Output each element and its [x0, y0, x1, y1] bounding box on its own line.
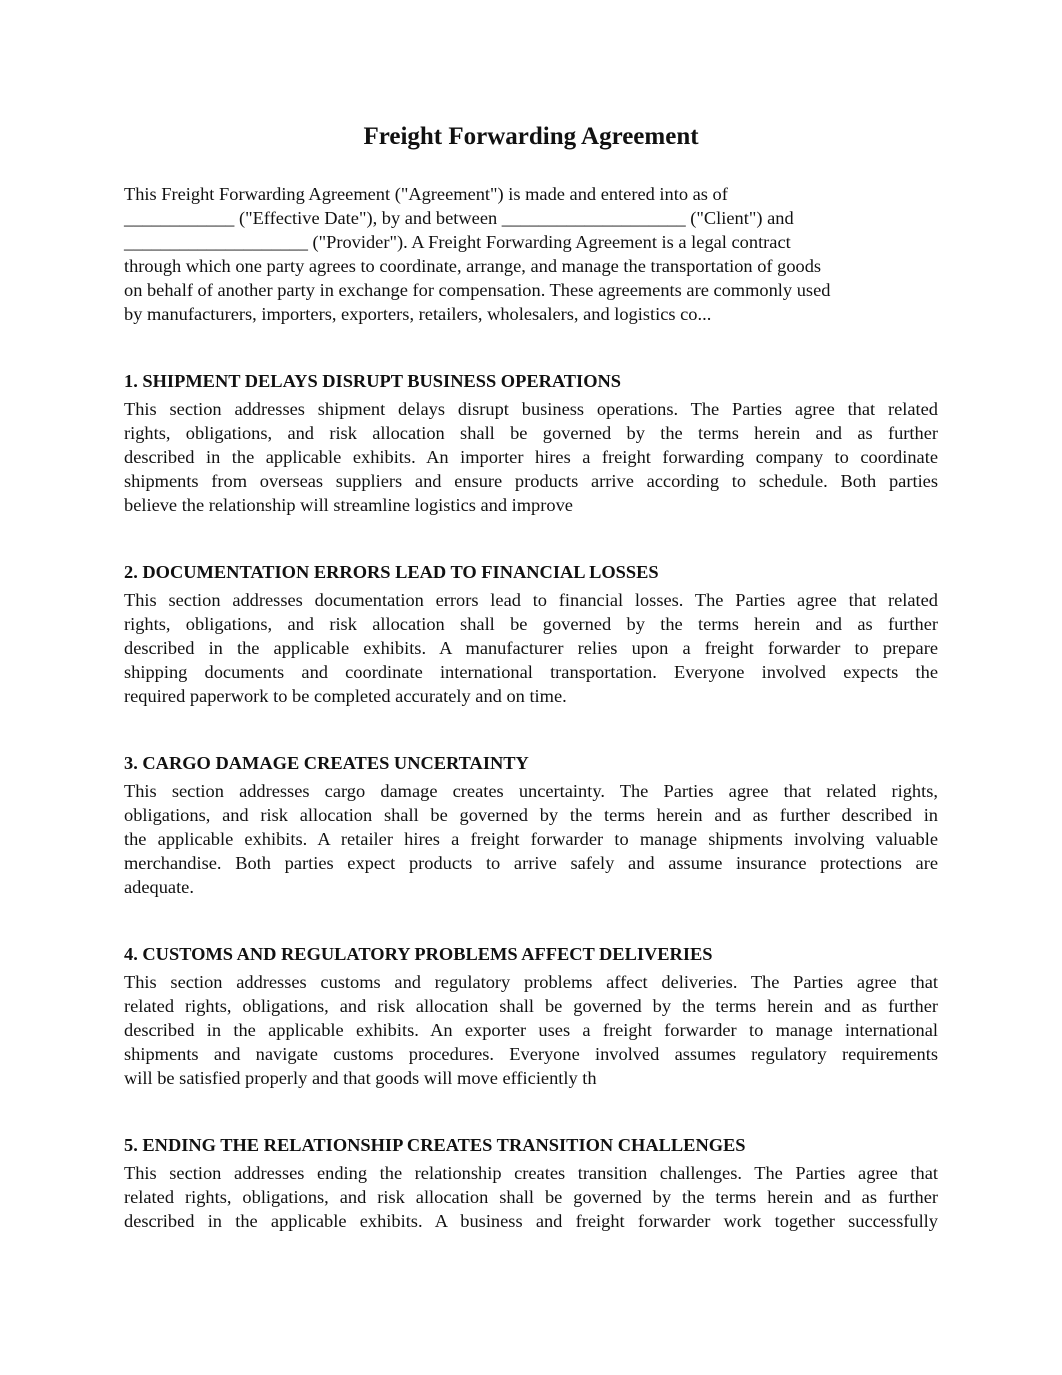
- body-line: will be satisfied properly and that goods will move efficiently th: [124, 1068, 597, 1088]
- body-line: described in the applicable exhibits. A manufacturer relies upon a freight forwarder to prepare: [124, 638, 938, 658]
- body-line: shipments from overseas suppliers and ensure products arrive according to schedule. Both parties: [124, 471, 938, 491]
- section-heading: 3. CARGO DAMAGE CREATES UNCERTAINTY: [124, 753, 529, 773]
- intro-line: through which one party agrees to coordinate, arrange, and manage the transportation of goods: [124, 256, 822, 276]
- body-line: described in the applicable exhibits. An importer hires a freight forwarding company to coordinate: [124, 447, 938, 467]
- body-line: described in the applicable exhibits. An exporter uses a freight forwarder to manage international: [124, 1020, 938, 1040]
- section-1: [124, 369, 938, 517]
- section-2: [124, 560, 938, 708]
- intro-line: by manufacturers, importers, exporters, retailers, wholesalers, and logistics co...: [124, 304, 712, 324]
- body-line: rights, obligations, and risk allocation shall be governed by the terms herein and as further: [124, 614, 938, 634]
- section-body: [124, 970, 938, 1090]
- section-body: [124, 397, 938, 517]
- body-line: the applicable exhibits. A retailer hires a freight forwarder to manage shipments involving valuable: [124, 829, 938, 849]
- section-heading: 4. CUSTOMS AND REGULATORY PROBLEMS AFFECT DELIVERIES: [124, 944, 713, 964]
- body-line: rights, obligations, and risk allocation shall be governed by the terms herein and as further: [124, 423, 938, 443]
- section-body: [124, 588, 938, 708]
- body-line: related rights, obligations, and risk allocation shall be governed by the terms herein and as further: [124, 996, 938, 1016]
- body-line: adequate.: [124, 877, 194, 897]
- body-line: This section addresses cargo damage creates uncertainty. The Parties agree that related rights,: [124, 781, 938, 801]
- section-heading: 5. ENDING THE RELATIONSHIP CREATES TRANSITION CHALLENGES: [124, 1135, 746, 1155]
- body-line: shipping documents and coordinate international transportation. Everyone involved expects the: [124, 662, 938, 682]
- section-body: [124, 779, 938, 899]
- intro-line: ____________________ ("Provider"). A Freight Forwarding Agreement is a legal contract: [124, 232, 791, 252]
- section-heading: 1. SHIPMENT DELAYS DISRUPT BUSINESS OPERATIONS: [124, 371, 622, 391]
- section-heading: 2. DOCUMENTATION ERRORS LEAD TO FINANCIAL LOSSES: [124, 562, 659, 582]
- body-line: described in the applicable exhibits. A business and freight forwarder work together successfully: [124, 1211, 938, 1231]
- body-line: This section addresses customs and regulatory problems affect deliveries. The Parties agree that: [124, 972, 938, 992]
- section-4: [124, 942, 938, 1090]
- body-line: shipments and navigate customs procedures. Everyone involved assumes regulatory requirements: [124, 1044, 938, 1064]
- body-line: This section addresses shipment delays disrupt business operations. The Parties agree that related: [124, 399, 938, 419]
- section-5: [124, 1133, 938, 1233]
- intro-line: This Freight Forwarding Agreement ("Agreement") is made and entered into as of: [124, 184, 728, 204]
- body-line: This section addresses ending the relationship creates transition challenges. The Parties agree that: [124, 1163, 938, 1183]
- intro-paragraph: [124, 182, 938, 326]
- body-line: required paperwork to be completed accurately and on time.: [124, 686, 567, 706]
- intro-line: on behalf of another party in exchange for compensation. These agreements are commonly used: [124, 280, 831, 300]
- body-line: obligations, and risk allocation shall be governed by the terms herein and as further described in: [124, 805, 938, 825]
- intro-line: ____________ ("Effective Date"), by and between ____________________ ("Client") and: [124, 208, 794, 228]
- document-title: Freight Forwarding Agreement: [363, 123, 699, 150]
- document-page: [124, 122, 938, 1233]
- body-line: This section addresses documentation errors lead to financial losses. The Parties agree that related: [124, 590, 938, 610]
- body-line: related rights, obligations, and risk allocation shall be governed by the terms herein and as further: [124, 1187, 938, 1207]
- body-line: believe the relationship will streamline logistics and improve: [124, 495, 573, 515]
- body-line: merchandise. Both parties expect products to arrive safely and assume insurance protections are: [124, 853, 938, 873]
- section-body: [124, 1161, 938, 1233]
- section-3: [124, 751, 938, 899]
